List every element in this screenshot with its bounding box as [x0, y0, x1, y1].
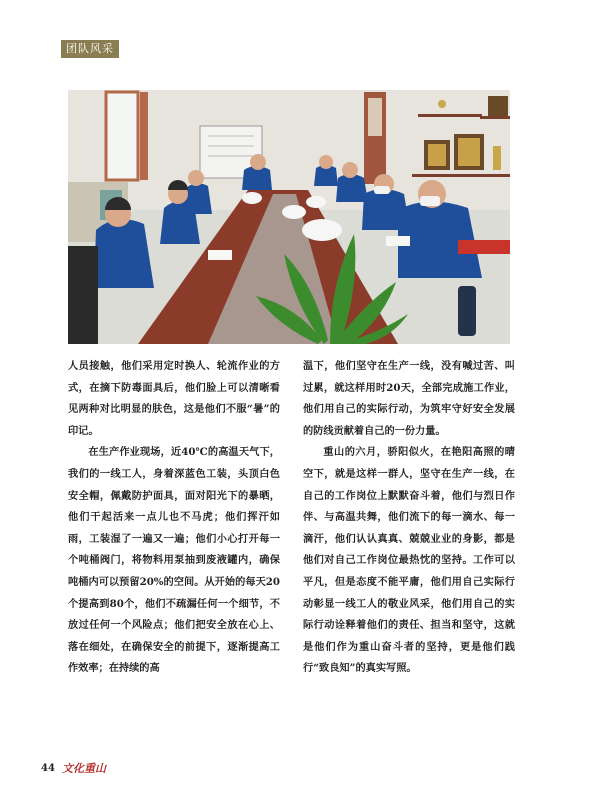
page-number: 44 [41, 763, 55, 774]
paragraph: 重山的六月，骄阳似火，在艳阳高照的晴空下，就是这样一群人，坚守在生产一线，在自己的工作岗位上默默奋斗着，他们与烈日作伴、与高温共舞，他们流下的每一滴水、每一滴汗，他们认认真真、兢兢业业的身影，都是他们对自己工作岗位最热忱的坚持。工作可以平凡，但是态度不能平庸，他们用自己实际行动彰显一线工人的敬业风采，他们用自己的实际行动诠释着他们的责任、担当和坚守，这就是他们作为重山奋斗者的坚持，更是他们践行“致良知”的真实写照。 [303, 446, 515, 675]
paragraph: 人员接触，他们采用定时换人、轮流作业的方式，在摘下防毒面具后，他们脸上可以清晰看见两种对比明显的肤色，这是他们不服“暑”的印记。 [68, 360, 280, 437]
section-tag: 团队风采 [61, 40, 119, 58]
meeting-photo [68, 90, 510, 344]
article-right-column [303, 356, 515, 680]
paragraph: 在生产作业现场，近40℃的高温天气下，我们的一线工人，身着深蓝色工装，头顶白色安全帽，佩戴防护面具，面对阳光下的暴晒，他们干起活来一点儿也不马虎；他们挥汗如雨，工装湿了一遍又一遍；他们小心打开每一个吨桶阀门，将物料用泵抽到废液罐内，确保吨桶内可以预留20%的空间。从开始的每天20个提高到80个，他们不疏漏任何一个细节，不放过任何一个风险点；他们把安全放在心上、落在细处，在确保安全的前提下，逐渐提高工作效率；在持续的高 [68, 446, 280, 675]
magazine-brand-logo: 文化重山 [62, 762, 106, 775]
photo-meeting-room-icon [68, 90, 510, 344]
paragraph: 温下，他们坚守在生产一线，没有喊过苦、叫过累，就这样用时20天，全部完成施工作业，他们用自己的实际行动，为筑牢守好安全发展的防线贡献着自己的一份力量。 [303, 360, 515, 437]
article-left-column [68, 356, 280, 680]
